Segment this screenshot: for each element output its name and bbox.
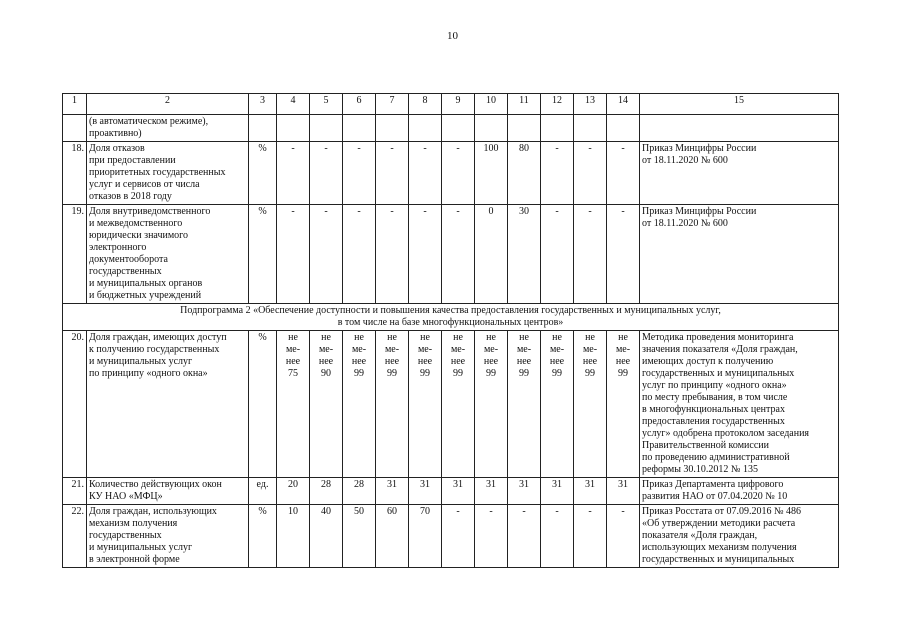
subprogram-title: Подпрограмма 2 «Обеспечение доступности и повышения качества предоставления государственных и муниципальных услуг, в том числе на базе многофункциональных центров» [63, 304, 839, 331]
unit-cell: ед. [249, 478, 277, 505]
unit-cell: % [249, 505, 277, 568]
value-cell: не ме- нее 99 [475, 331, 508, 478]
value-cell: 0 [475, 205, 508, 304]
value-cell: 60 [376, 505, 409, 568]
header-cell: 4 [277, 94, 310, 115]
value-cell: не ме- нее 90 [310, 331, 343, 478]
indicator-name-cell: Доля внутриведомственного и межведомственного юридически значимого электронного документооборота государственных и муниципальных органов и бюджетных учреждений [87, 205, 249, 304]
row-number-cell: 20. [63, 331, 87, 478]
table-row [63, 505, 839, 568]
table-row [63, 331, 839, 478]
value-cell: 20 [277, 478, 310, 505]
value-cell: - [442, 205, 475, 304]
value-cell: - [376, 205, 409, 304]
indicator-name-cell: Доля отказов при предоставлении приоритетных государственных услуг и сервисов от числа отказов в 2018 году [87, 142, 249, 205]
value-cell: - [376, 142, 409, 205]
unit-cell: % [249, 142, 277, 205]
row-number-cell: 19. [63, 205, 87, 304]
value-cell: - [607, 505, 640, 568]
header-cell: 9 [442, 94, 475, 115]
value-cell: - [310, 205, 343, 304]
value-cell: 28 [310, 478, 343, 505]
row-number-cell: 21. [63, 478, 87, 505]
indicator-name-cell: Доля граждан, использующих механизм получения государственных и муниципальных услуг в электронной форме [87, 505, 249, 568]
value-cell: - [541, 505, 574, 568]
value-cell: - [343, 205, 376, 304]
source-cell: Приказ Минцифры России от 18.11.2020 № 600 [640, 205, 839, 304]
value-cell: - [541, 142, 574, 205]
header-cell: 13 [574, 94, 607, 115]
value-cell: 31 [508, 478, 541, 505]
value-cell: - [277, 205, 310, 304]
value-cell: - [409, 205, 442, 304]
header-cell: 2 [87, 94, 249, 115]
value-cell: 10 [277, 505, 310, 568]
value-cell: не ме- нее 99 [442, 331, 475, 478]
indicator-name-cell: (в автоматическом режиме), проактивно) [87, 115, 249, 142]
value-cell: - [442, 505, 475, 568]
row-number-cell: 22. [63, 505, 87, 568]
value-cell: не ме- нее 99 [376, 331, 409, 478]
value-cell: 31 [442, 478, 475, 505]
unit-cell: % [249, 331, 277, 478]
value-cell: - [541, 205, 574, 304]
value-cell: 31 [475, 478, 508, 505]
value-cell: 40 [310, 505, 343, 568]
value-cell: - [508, 505, 541, 568]
value-cell: не ме- нее 99 [343, 331, 376, 478]
table-row [63, 478, 839, 505]
source-cell: Приказ Минцифры России от 18.11.2020 № 600 [640, 142, 839, 205]
value-cell: - [574, 505, 607, 568]
value-cell: 31 [574, 478, 607, 505]
value-cell: не ме- нее 99 [607, 331, 640, 478]
header-cell: 15 [640, 94, 839, 115]
value-cell: не ме- нее 75 [277, 331, 310, 478]
header-cell: 7 [376, 94, 409, 115]
header-cell: 3 [249, 94, 277, 115]
value-cell: 70 [409, 505, 442, 568]
row-number-cell: 18. [63, 142, 87, 205]
indicators-table [62, 93, 839, 568]
header-cell: 11 [508, 94, 541, 115]
header-cell: 14 [607, 94, 640, 115]
source-cell: Приказ Департамента цифрового развития НАО от 07.04.2020 № 10 [640, 478, 839, 505]
table-row [63, 205, 839, 304]
value-cell: не ме- нее 99 [508, 331, 541, 478]
source-cell: Методика проведения мониторинга значения показателя «Доля граждан, имеющих доступ к получению государственных и муниципальных услуг по принципу «одного окна» по месту пребывания, в том числе в многофункциональных центрах предоставления государственных услуг» одобрена протоколом заседания Правительственной комиссии по проведению административной реформы 30.10.2012 № 135 [640, 331, 839, 478]
header-cell: 12 [541, 94, 574, 115]
value-cell: - [574, 142, 607, 205]
value-cell: 31 [376, 478, 409, 505]
value-cell: 50 [343, 505, 376, 568]
value-cell: - [475, 505, 508, 568]
value-cell: 31 [541, 478, 574, 505]
header-cell: 10 [475, 94, 508, 115]
value-cell: 28 [343, 478, 376, 505]
value-cell: 100 [475, 142, 508, 205]
source-cell: Приказ Росстата от 07.09.2016 № 486 «Об утверждении методики расчета показателя «Доля граждан, использующих механизм получения государственных и муниципальных [640, 505, 839, 568]
header-cell: 5 [310, 94, 343, 115]
value-cell: - [409, 142, 442, 205]
value-cell: - [607, 205, 640, 304]
header-row [63, 94, 839, 115]
value-cell: - [277, 142, 310, 205]
indicator-name-cell: Количество действующих окон КУ НАО «МФЦ» [87, 478, 249, 505]
value-cell: не ме- нее 99 [541, 331, 574, 478]
value-cell: 80 [508, 142, 541, 205]
value-cell: - [343, 142, 376, 205]
value-cell: - [442, 142, 475, 205]
page-number: 10 [447, 30, 458, 42]
value-cell: - [310, 142, 343, 205]
value-cell: не ме- нее 99 [409, 331, 442, 478]
indicator-name-cell: Доля граждан, имеющих доступ к получению государственных и муниципальных услуг по принципу «одного окна» [87, 331, 249, 478]
table-row [63, 142, 839, 205]
header-cell: 8 [409, 94, 442, 115]
value-cell: 30 [508, 205, 541, 304]
continuation-row [63, 115, 839, 142]
value-cell: - [607, 142, 640, 205]
row-number-cell [63, 115, 87, 142]
value-cell: 31 [409, 478, 442, 505]
header-cell: 1 [63, 94, 87, 115]
header-cell: 6 [343, 94, 376, 115]
value-cell: 31 [607, 478, 640, 505]
subprogram-row [63, 304, 839, 331]
value-cell: - [574, 205, 607, 304]
value-cell: не ме- нее 99 [574, 331, 607, 478]
unit-cell: % [249, 205, 277, 304]
